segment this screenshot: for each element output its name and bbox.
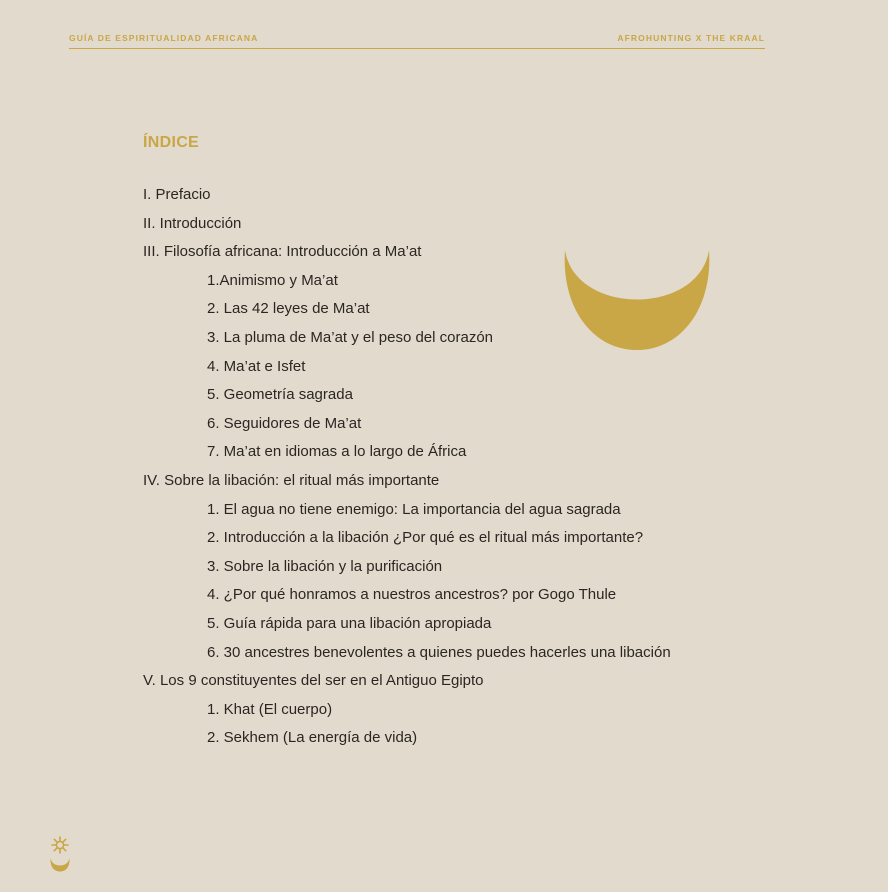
toc-chapter[interactable]: V. Los 9 constituyentes del ser en el Antiguo Egipto <box>143 672 484 690</box>
header-credit: AFROHUNTING X THE KRAAL <box>617 33 765 43</box>
toc-section[interactable]: 1. Khat (El cuerpo) <box>207 700 333 718</box>
toc-section[interactable]: 4. Ma’at e Isfet <box>207 357 306 375</box>
toc-section[interactable]: 3. Sobre la libación y la purificación <box>207 557 443 575</box>
toc-section[interactable]: 2. Introducción a la libación ¿Por qué es el ritual más importante? <box>207 529 644 547</box>
toc-chapter[interactable]: I. Prefacio <box>143 186 211 203</box>
toc-section[interactable]: 1.Animismo y Ma’at <box>207 271 338 289</box>
toc-section[interactable]: 6. Seguidores de Ma’at <box>207 414 362 432</box>
index-title: ÍNDICE <box>143 134 200 151</box>
toc-chapter[interactable]: II. Introducción <box>143 214 242 232</box>
toc-section[interactable]: 6. 30 ancestres benevolentes a quienes puedes hacerles una libación <box>207 643 671 661</box>
toc-section[interactable]: 5. Geometría sagrada <box>207 386 353 404</box>
toc-section[interactable]: 2. Las 42 leyes de Ma’at <box>207 300 370 318</box>
toc-section[interactable]: 1. El agua no tiene enemigo: La importancia del agua sagrada <box>207 500 621 518</box>
toc-section[interactable]: 4. ¿Por qué honramos a nuestros ancestros? por Gogo Thule <box>207 586 617 604</box>
toc-chapter[interactable]: III. Filosofía africana: Introducción a Ma’at <box>143 243 422 261</box>
toc-section[interactable]: 2. Sekhem (La energía de vida) <box>207 729 418 747</box>
sun-crescent-logo-icon <box>49 836 71 872</box>
page-header <box>69 32 765 49</box>
toc-section[interactable]: 7. Ma’at en idiomas a lo largo de África <box>207 443 467 461</box>
toc-chapter[interactable]: IV. Sobre la libación: el ritual más importante <box>143 471 440 489</box>
toc-section[interactable]: 5. Guía rápida para una libación apropiada <box>207 614 492 632</box>
header-publication-title: GUÍA DE ESPIRITUALIDAD AFRICANA <box>69 33 259 43</box>
toc-section[interactable]: 3. La pluma de Ma’at y el peso del corazón <box>207 328 494 346</box>
crescent-moon-icon <box>563 248 711 352</box>
